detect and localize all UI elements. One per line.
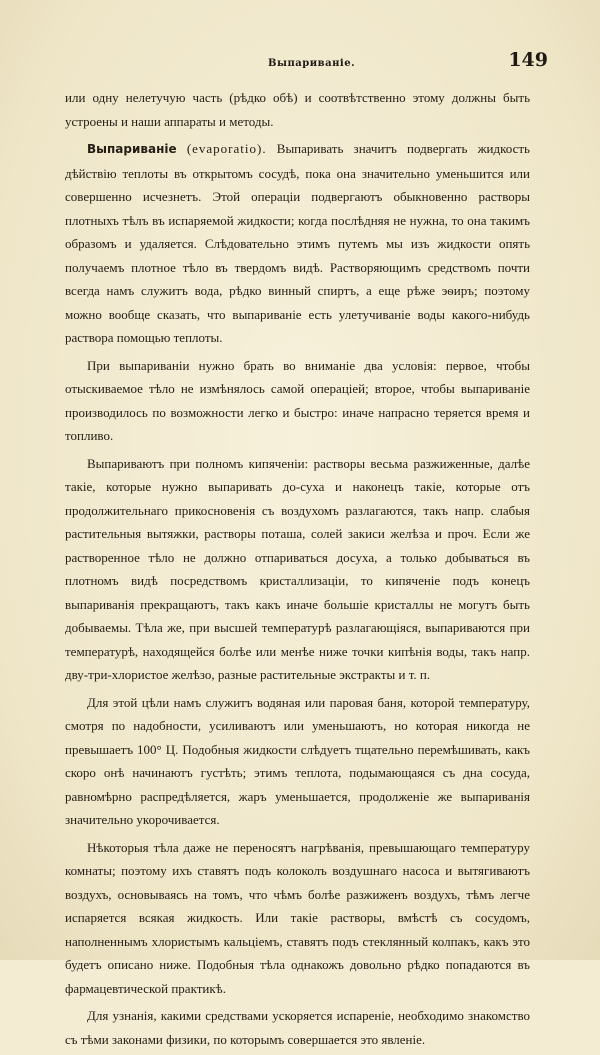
body-text — [65, 86, 530, 1055]
paragraph-boiling — [65, 452, 530, 687]
page-header — [60, 48, 548, 78]
paragraph-water-bath — [65, 691, 530, 832]
paragraph-text: Нѣкоторыя тѣла даже не переносятъ нагрѣванія, превышающаго температуру комнаты; поэтому ихъ ставятъ подъ колоколъ воздушнаго насоса и вытягиваютъ воздухъ, основываясь на томъ, что чѣмъ болѣе разжиженъ воздухъ, тѣмъ легче испаряется всякая жидкость. Или такіе растворы, вмѣстѣ съ сосудомъ, наполненнымъ хлористымъ кальціемъ, ставятъ подъ стеклянный колпакъ, какъ это будетъ описано ниже. Подобныя тѣла однакожъ довольно рѣдко попадаются въ фармацевтической практикѣ. — [65, 839, 530, 996]
paragraph-text: Выпаривать значитъ подвергать жидкость дѣйствію теплоты въ открытомъ сосудѣ, пока она значительно уменьшится или совершенно исчезнетъ. Этой операціи подвергаютъ обыкновенно растворы плотныхъ тѣлъ въ испаряемой жидкости; когда послѣдняя не нужна, то она такимъ образомъ и удаляется. Слѣдовательно этимъ путемъ мы изъ жидкости опять получаемъ плотное тѣло въ твердомъ видѣ. Растворяющимъ средствомъ почти всегда намъ служитъ вода, рѣдко винный спиртъ, а еще рѣже эѳиръ; поэтому можно вообще сказать, что выпариваніе есть улетучиваніе воды какого-нибудь раствора помощью теплоты. — [65, 141, 530, 345]
section-term: Выпариваніе — [87, 142, 177, 156]
paragraph-conditions — [65, 354, 530, 448]
paragraph-text: Для этой цѣли намъ служитъ водяная или паровая баня, которой температуру, смотря по надобности, усиливаютъ или уменьшаютъ, но которая никогда не превышаетъ 100° Ц. Подобныя жидкости слѣдуетъ тщательно перемѣшивать, какъ скоро онѣ начинаютъ густѣть; этимъ теплота, подымающаяся съ дна сосуда, равномѣрно распредѣляется, жаръ уменьшается, продолженіе же выпариванія значительно укорочивается. — [65, 694, 530, 827]
paragraph-continuation — [65, 86, 530, 133]
paragraph-vacuum — [65, 836, 530, 1001]
paragraph-text: или одну нелетучую часть (рѣдко обѣ) и соотвѣтственно этому должны быть устроены и наши аппараты и методы. — [65, 90, 530, 129]
paragraph-text: Выпариваютъ при полномъ кипяченіи: растворы весьма разжиженные, далѣе такіе, которые нужно выпаривать до-суха и наконецъ такіе, которые отъ продолжительнаго прикосновенія съ воздухомъ разлагаются, такъ напр. слабыя растительныя вытяжки, растворы поташа, солей закиси желѣза и проч. Если же растворенное тѣло не должно отпариваться досуха, а только добываться въ плотномъ видѣ посредствомъ кристаллизаціи, то кипяченіе подъ конецъ выпариванія прекращаютъ, такъ какъ иначе большіе кристаллы не могутъ быть добываемы. Тѣла же, при высшей температурѣ разлагающіяся, выпариваются при температурѣ, находящейся болѣе или менѣе ниже точки кипѣнія воды, такъ напр. дву-три-хлористое желѣзо, разные растительные экстракты и т. п. — [65, 455, 530, 682]
page-number: 149 — [508, 49, 548, 71]
paragraph-evaporation-definition — [65, 137, 530, 350]
running-title: Выпариваніе. — [268, 58, 356, 69]
paragraph-physics — [65, 1004, 530, 1051]
paragraph-text: Для узнанія, какими средствами ускоряется испареніе, необходимо знакомство съ тѣми законами физики, по которымъ совершается это явленіе. — [65, 1008, 530, 1047]
paragraph-text: При выпариваніи нужно брать во вниманіе два условія: первое, чтобы отыскиваемое тѣло не измѣнялось самой операціей; второе, чтобы выпариваніе производилось по возможности легко и быстро: иначе напрасно теряется время и топливо. — [65, 357, 530, 443]
latin-term: (evaporatio). — [186, 141, 267, 156]
